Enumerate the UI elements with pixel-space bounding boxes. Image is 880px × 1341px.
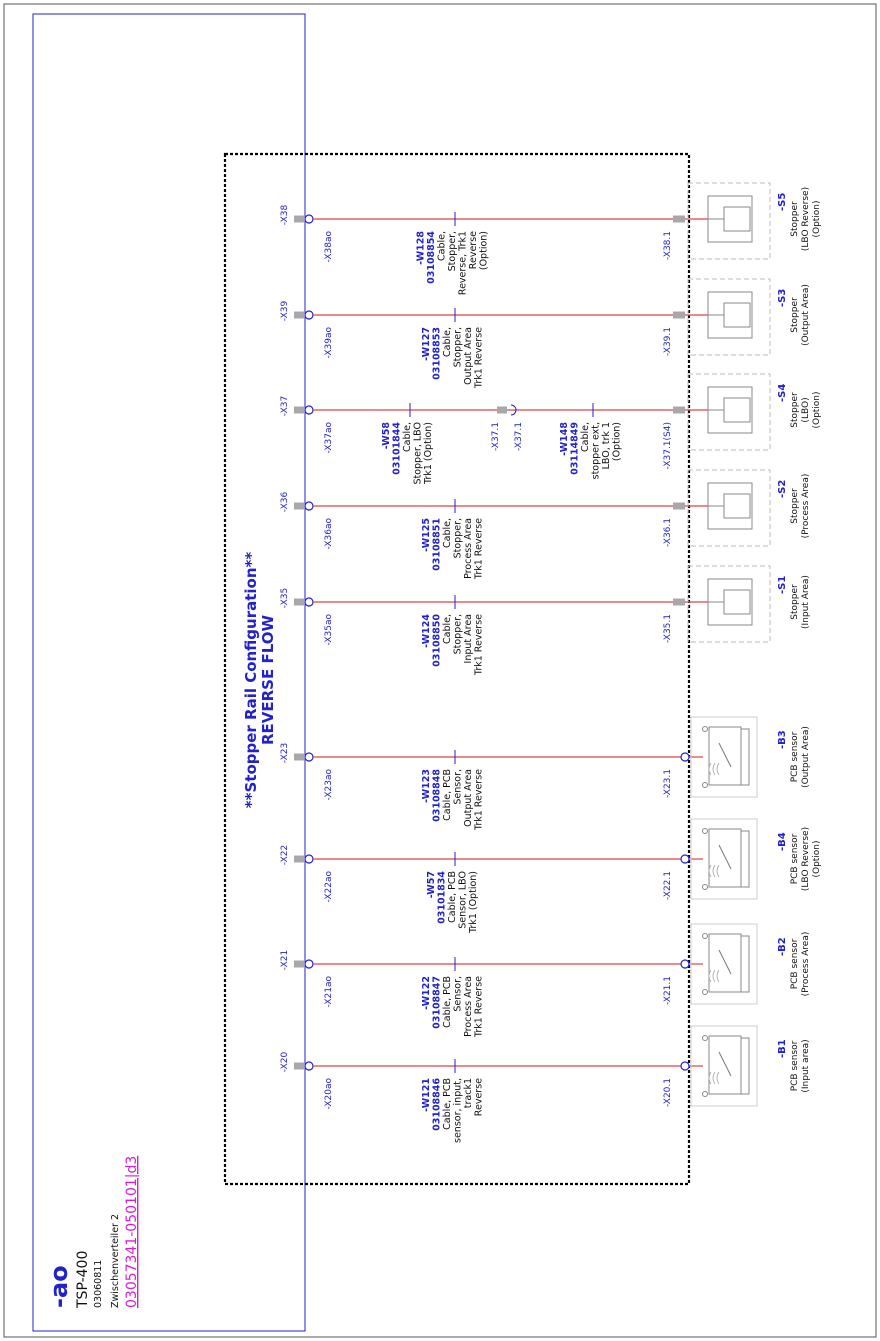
terminal-label-right: -X22.1 xyxy=(663,871,673,901)
cable-label-line: Cable, PCB xyxy=(441,1078,453,1130)
title-block xyxy=(45,1156,140,1309)
device-desc: (Option) xyxy=(812,840,822,878)
cable-label-line: 03108848 xyxy=(431,769,443,822)
terminal-label-ao: -X21ao xyxy=(324,976,334,1008)
terminal-circle-right xyxy=(681,753,689,761)
cable-label-line: Cable, PCB xyxy=(441,769,453,821)
terminal-block-left xyxy=(294,961,304,968)
cable2-label-line: LBO, trk 1 xyxy=(600,422,612,470)
sensor-pin xyxy=(703,829,708,834)
device-tag: -B4 xyxy=(777,832,788,851)
device-desc: PCB sensor xyxy=(790,731,800,783)
device-tag: -S4 xyxy=(777,383,788,402)
terminal-label-right: -X35.1 xyxy=(663,614,673,644)
terminal-circle-left xyxy=(305,855,313,863)
device-tag: -S1 xyxy=(777,575,788,594)
sensor-pin xyxy=(703,885,708,890)
cable-label-line: Cable, xyxy=(441,518,453,548)
cable2-label-line: Cable, xyxy=(579,422,591,452)
terminal-block-left xyxy=(294,1063,304,1070)
title-link[interactable]: 03057341-050101|d3 xyxy=(124,1155,140,1308)
sensor-pin xyxy=(703,1036,708,1041)
terminal-label-ao: -X38ao xyxy=(324,231,334,263)
sensor-face xyxy=(741,1038,749,1094)
title-tag: -ao xyxy=(45,1265,73,1308)
terminal-label-left: -X23 xyxy=(280,742,290,764)
terminal-label-ao: -X36ao xyxy=(324,518,334,550)
device-desc: PCB sensor xyxy=(790,833,800,885)
cable-label-line: Stopper, xyxy=(452,327,464,368)
device-desc: (LBO Reverse) xyxy=(801,826,811,892)
stopper-core xyxy=(724,303,750,327)
terminal-label-left: -X36 xyxy=(280,491,290,513)
device-desc: (Output Area) xyxy=(801,284,811,346)
circuits-group xyxy=(280,183,822,1143)
terminal-label-right: -X36.1 xyxy=(663,518,673,548)
cable-label-line: -W128 xyxy=(415,231,427,265)
cable-label-line: Stopper, LBO xyxy=(412,422,424,485)
cable-label-line: Output Area xyxy=(462,769,474,827)
cable-label-line: Cable, xyxy=(441,327,453,357)
terminal-circle-left xyxy=(305,502,313,510)
sensor-pin xyxy=(703,727,708,732)
cabinet-frame xyxy=(225,154,689,1184)
terminal-label-left: -X38 xyxy=(280,204,290,226)
device-desc: (Process Area) xyxy=(801,473,811,539)
terminal-label-ao: -X37ao xyxy=(324,422,334,454)
device-desc: (Input area) xyxy=(801,1039,811,1093)
terminal-block-left xyxy=(294,754,304,761)
circuit-x23 xyxy=(294,717,757,797)
terminal-circle-right xyxy=(681,855,689,863)
terminal-circle-left xyxy=(305,311,313,319)
heading-line2: REVERSE FLOW xyxy=(259,614,277,746)
device-desc: Stopper xyxy=(790,584,800,620)
cable-label-line: Process Area xyxy=(462,976,474,1037)
cable-label-line: Cable, xyxy=(441,614,453,644)
terminal-block-right xyxy=(673,407,685,414)
mid-terminal-block xyxy=(497,407,507,414)
diagram-heading xyxy=(242,552,277,809)
terminal-block-left xyxy=(294,856,304,863)
device-desc: (LBO Reverse) xyxy=(801,186,811,252)
mid-terminal-label-1: -X37.1 xyxy=(491,422,501,452)
device-desc: (Option) xyxy=(812,200,822,238)
sensor-face xyxy=(741,729,749,785)
terminal-circle-left xyxy=(305,598,313,606)
terminal-label-ao: -X39ao xyxy=(324,327,334,359)
cable-label-line: Cable, PCB xyxy=(441,976,453,1028)
cable-label-line: (Option) xyxy=(478,231,490,271)
cable-label-line: Reverse, Trk1 xyxy=(457,231,469,296)
circuit-x39 xyxy=(294,279,770,355)
device-tag: -B2 xyxy=(777,937,788,956)
cable2-label-line: (Option) xyxy=(611,422,623,462)
cable-label-line: Trk1 (Option) xyxy=(468,871,479,933)
terminal-block-right xyxy=(673,599,685,606)
terminal-label-left: -X35 xyxy=(280,587,290,609)
terminal-block-left xyxy=(294,503,304,510)
mid-terminal-label-2: -X37.1 xyxy=(514,422,524,452)
terminal-label-right: -X37.1(S4) xyxy=(663,422,673,470)
terminal-block-right xyxy=(673,216,685,223)
circuit-x38 xyxy=(294,183,770,259)
cable-label-line: 03108846 xyxy=(431,1078,443,1131)
device-desc: PCB sensor xyxy=(790,1040,800,1092)
cable-label-line: Process Area xyxy=(462,518,474,579)
terminal-label-ao: -X23ao xyxy=(324,769,334,801)
stopper-core xyxy=(724,590,750,614)
cable-label-line: 03108851 xyxy=(431,518,443,571)
cable-label-line: Trk1 Reverse xyxy=(473,327,485,389)
terminal-label-ao: -X35ao xyxy=(324,614,334,646)
device-desc: Stopper xyxy=(790,392,800,428)
cable-label-line: Trk1 Reverse xyxy=(473,769,485,831)
terminal-block-right xyxy=(673,503,685,510)
sensor-pin xyxy=(703,1092,708,1097)
cable-label-line: Cable, xyxy=(436,231,448,261)
terminal-label-left: -X21 xyxy=(280,949,290,971)
cable-label-line: Trk1 (Option) xyxy=(423,422,434,484)
terminal-label-ao: -X20ao xyxy=(324,1078,334,1110)
cable-label-line: -W122 xyxy=(420,976,432,1010)
terminal-label-right: -X38.1 xyxy=(663,231,673,261)
device-tag: -S5 xyxy=(777,192,788,211)
device-desc: (Process Area) xyxy=(801,931,811,997)
cable-label-line: 03108854 xyxy=(426,231,437,284)
cable-label-line: Output Area xyxy=(462,327,474,385)
cable-label-line: Stopper, xyxy=(452,518,464,559)
terminal-block-left xyxy=(294,312,304,319)
cable-label-line: 03108853 xyxy=(431,327,443,380)
terminal-label-left: -X39 xyxy=(280,300,290,322)
terminal-circle-right xyxy=(681,1062,689,1070)
cable-label-line: -W123 xyxy=(420,769,432,803)
stopper-core xyxy=(724,207,750,231)
sensor-pin xyxy=(703,783,708,788)
terminal-label-right: -X21.1 xyxy=(663,976,673,1006)
cable-label-line: 03108847 xyxy=(431,976,443,1029)
title-model: TSP-400 xyxy=(75,1250,91,1308)
cable2-label-line: stopper ext, xyxy=(590,422,602,480)
cable-label-line: 03101834 xyxy=(436,871,448,924)
cable-label-line: 03101844 xyxy=(391,422,403,475)
cable-label-line: -W58 xyxy=(381,422,392,450)
terminal-label-ao: -X22ao xyxy=(324,871,334,903)
cable-label-line: -W57 xyxy=(426,871,437,899)
sensor-face xyxy=(741,936,749,992)
cable-label-line: -W121 xyxy=(420,1078,432,1112)
cable-label-line: Reverse xyxy=(468,231,479,270)
cable-label-line: Stopper, xyxy=(447,231,458,272)
cable-label-line: Stopper, xyxy=(452,614,464,655)
device-desc: (LBO) xyxy=(801,397,811,423)
device-desc: PCB sensor xyxy=(790,938,800,990)
cable-label-line: Sensor, xyxy=(452,976,464,1012)
sensor-pin xyxy=(703,990,708,995)
stopper-core xyxy=(724,494,750,518)
terminal-block-left xyxy=(294,599,304,606)
cable-label-line: -W125 xyxy=(420,518,432,552)
circuit-x36 xyxy=(294,470,770,546)
circuit-x37 xyxy=(294,374,770,450)
title-number: 03060811 xyxy=(93,1259,104,1308)
cable-label-line: Input Area xyxy=(462,614,474,664)
cable-label-line: -W127 xyxy=(420,327,432,361)
terminal-label-right: -X20.1 xyxy=(663,1078,673,1108)
terminal-circle-left xyxy=(305,406,313,414)
terminal-block-right xyxy=(673,312,685,319)
device-desc: Stopper xyxy=(790,297,800,333)
title-name: Zwischenverteiler 2 xyxy=(110,1213,121,1308)
circuit-x21 xyxy=(294,924,757,1004)
terminal-label-left: -X22 xyxy=(280,844,290,866)
cable-label-line: Sensor, LBO xyxy=(457,871,469,929)
cable-label-line: 03108850 xyxy=(431,614,443,667)
terminal-circle-left xyxy=(305,1062,313,1070)
cable2-label-line: -W148 xyxy=(558,422,570,456)
stopper-core xyxy=(724,398,750,422)
terminal-circle-right xyxy=(681,960,689,968)
cable-label-line: track1 xyxy=(462,1078,474,1109)
terminal-block-left xyxy=(294,216,304,223)
device-tag: -B1 xyxy=(777,1039,788,1058)
terminal-circle-left xyxy=(305,753,313,761)
terminal-block-left xyxy=(294,407,304,414)
terminal-label-right: -X39.1 xyxy=(663,327,673,357)
cable-label-line: sensor, input, xyxy=(452,1078,464,1143)
circuit-x35 xyxy=(294,566,770,642)
device-desc: (Option) xyxy=(812,391,822,429)
cable-label-line: Reverse xyxy=(473,1078,485,1117)
device-tag: -B3 xyxy=(777,730,788,749)
device-desc: (Input Area) xyxy=(801,575,811,629)
cable-label-line: Trk1 Reverse xyxy=(473,518,485,580)
device-desc: Stopper xyxy=(790,488,800,524)
cable-label-line: -W124 xyxy=(420,614,432,648)
cable-label-line: Cable, xyxy=(402,422,413,452)
sensor-pin xyxy=(703,934,708,939)
circuit-x20 xyxy=(294,1026,757,1109)
circuit-x22 xyxy=(294,819,757,899)
device-desc: Stopper xyxy=(790,201,800,237)
terminal-label-left: -X20 xyxy=(280,1051,290,1073)
device-desc: (Output Area) xyxy=(801,726,811,788)
cable-label-line: Trk1 Reverse xyxy=(473,976,485,1038)
device-tag: -S2 xyxy=(777,479,788,498)
terminal-label-right: -X23.1 xyxy=(663,769,673,799)
terminal-circle-left xyxy=(305,960,313,968)
terminal-circle-left xyxy=(305,215,313,223)
sensor-face xyxy=(741,831,749,887)
terminal-label-left: -X37 xyxy=(280,395,290,417)
cable-label-line: Sensor, xyxy=(452,769,464,805)
cable-label-line: Cable, PCB xyxy=(447,871,458,923)
heading-line1: **Stopper Rail Configuration** xyxy=(242,551,260,809)
device-tag: -S3 xyxy=(777,288,788,307)
cable-label-line: Trk1 Reverse xyxy=(473,614,485,676)
cable2-label-line: 03114849 xyxy=(569,422,581,475)
